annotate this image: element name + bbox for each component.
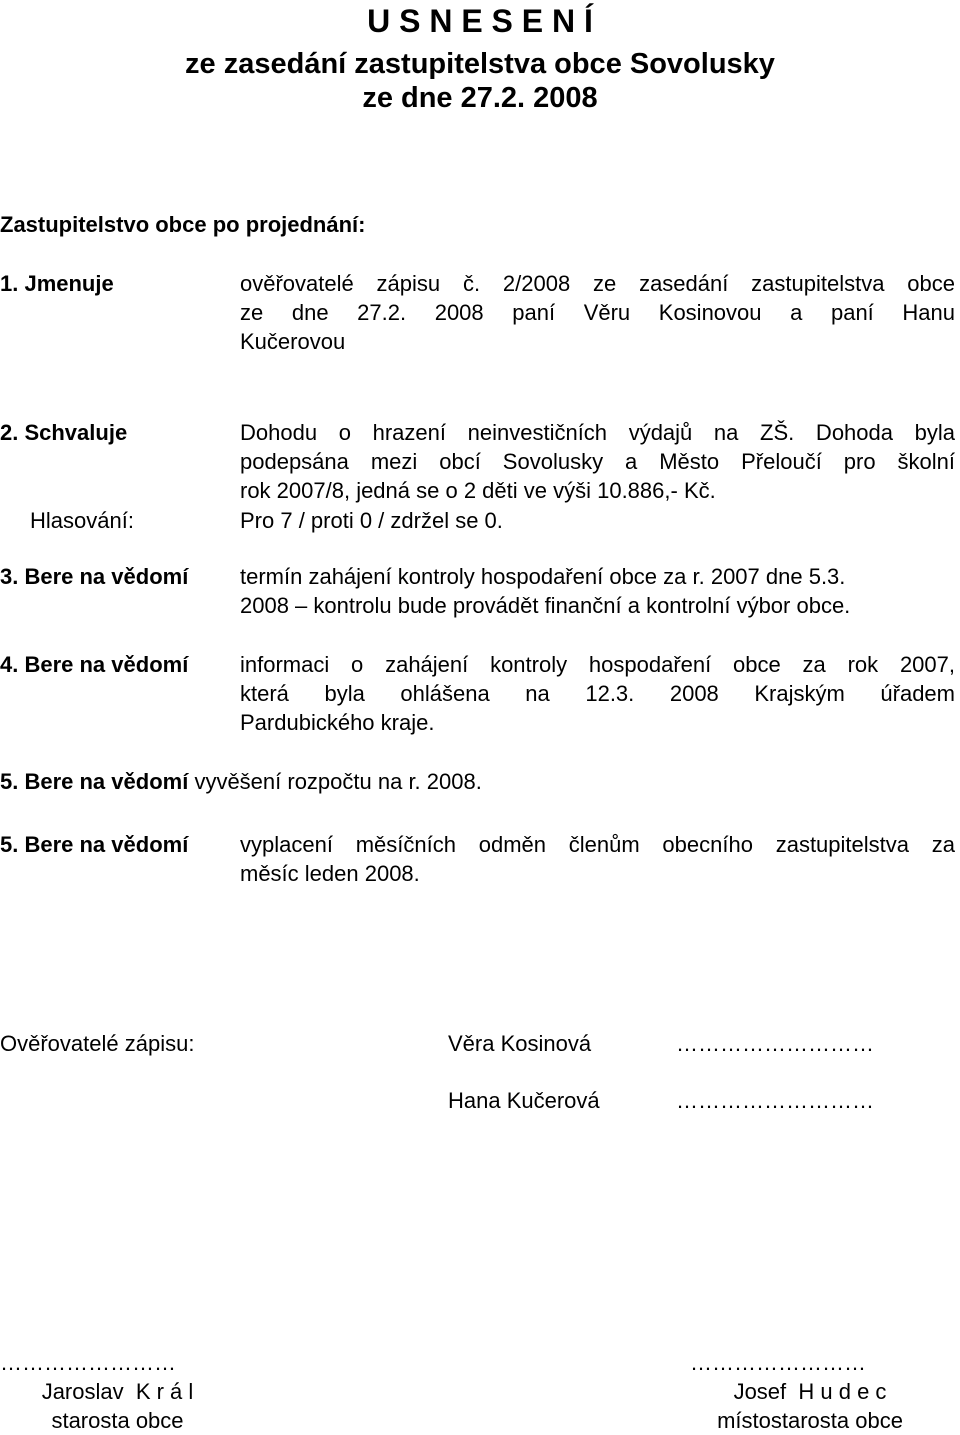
item-4-line: která byla ohlášena na 12.3. 2008 Krajským úřadem [240,681,955,706]
item-2-line: rok 2007/8, jedná se o 2 děti ve výši 10.886,- Kč. [240,478,716,503]
vote-label: Hlasování: [30,508,134,533]
item-5-text: vyvěšení rozpočtu na r. 2008. [194,769,482,794]
signer-name: Josef H u d e c [733,1379,887,1404]
item-4-text [240,650,955,737]
document-date: ze dne 27.2. 2008 [362,82,598,114]
item-6-label: 5. Bere na vědomí [0,832,189,857]
signature-block-deputy [690,1348,930,1435]
signer-role: místostarosta obce [717,1408,903,1433]
item-4-label: 4. Bere na vědomí [0,652,189,677]
signature-line: …………………… [690,1350,866,1375]
verifier-name-1: Věra Kosinová [448,1031,592,1056]
item-2-line: podepsána mezi obcí Sovolusky a Město Přeloučí pro školní [240,449,955,474]
vote-result: Pro 7 / proti 0 / zdržel se 0. [240,508,503,533]
item-2-text [240,418,955,505]
verifier-signature-line-2: ……………………… [676,1088,874,1113]
item-2-line: Dohodu o hrazení neinvestičních výdajů na ZŠ. Dohoda byla [240,420,955,445]
signature-block-mayor [0,1348,235,1435]
item-6-line: vyplacení měsíčních odměn členům obecního zastupitelstva za [240,832,955,857]
item-1-line: Kučerovou [240,329,346,354]
item-6-text [240,830,955,888]
item-5-label: 5. Bere na vědomí [0,769,189,794]
item-4-line: Pardubického kraje. [240,710,435,735]
item-1-line: ze dne 27.2. 2008 paní Věru Kosinovou a paní Hanu [240,300,955,325]
signer-name: Jaroslav K r á l [41,1379,194,1404]
verifier-name-2: Hana Kučerová [448,1088,600,1113]
item-1-line: ověřovatelé zápisu č. 2/2008 ze zasedání zastupitelstva obce [240,271,955,296]
item-3-text [240,562,955,620]
document-subtitle: ze zasedání zastupitelstva obce Sovolusky [185,48,775,80]
intro-heading: Zastupitelstvo obce po projednání: [0,212,366,237]
document-title: U S N E S E N Í [367,3,593,39]
item-1-label: 1. Jmenuje [0,271,114,296]
verifier-signature-line-1: ……………………… [676,1031,874,1056]
item-5-row [0,767,482,796]
signer-role: starosta obce [51,1408,184,1433]
item-1-text [240,269,955,356]
item-2-label: 2. Schvaluje [0,420,128,445]
item-6-line: měsíc leden 2008. [240,861,420,886]
item-3-line: termín zahájení kontroly hospodaření obce za r. 2007 dne 5.3. [240,564,846,589]
item-3-line: 2008 – kontrolu bude provádět finanční a kontrolní výbor obce. [240,593,851,618]
verifiers-label: Ověřovatelé zápisu: [0,1031,195,1056]
item-4-line: informaci o zahájení kontroly hospodaření obce za rok 2007, [240,652,955,677]
item-3-label: 3. Bere na vědomí [0,564,189,589]
signature-line: …………………… [0,1350,176,1375]
